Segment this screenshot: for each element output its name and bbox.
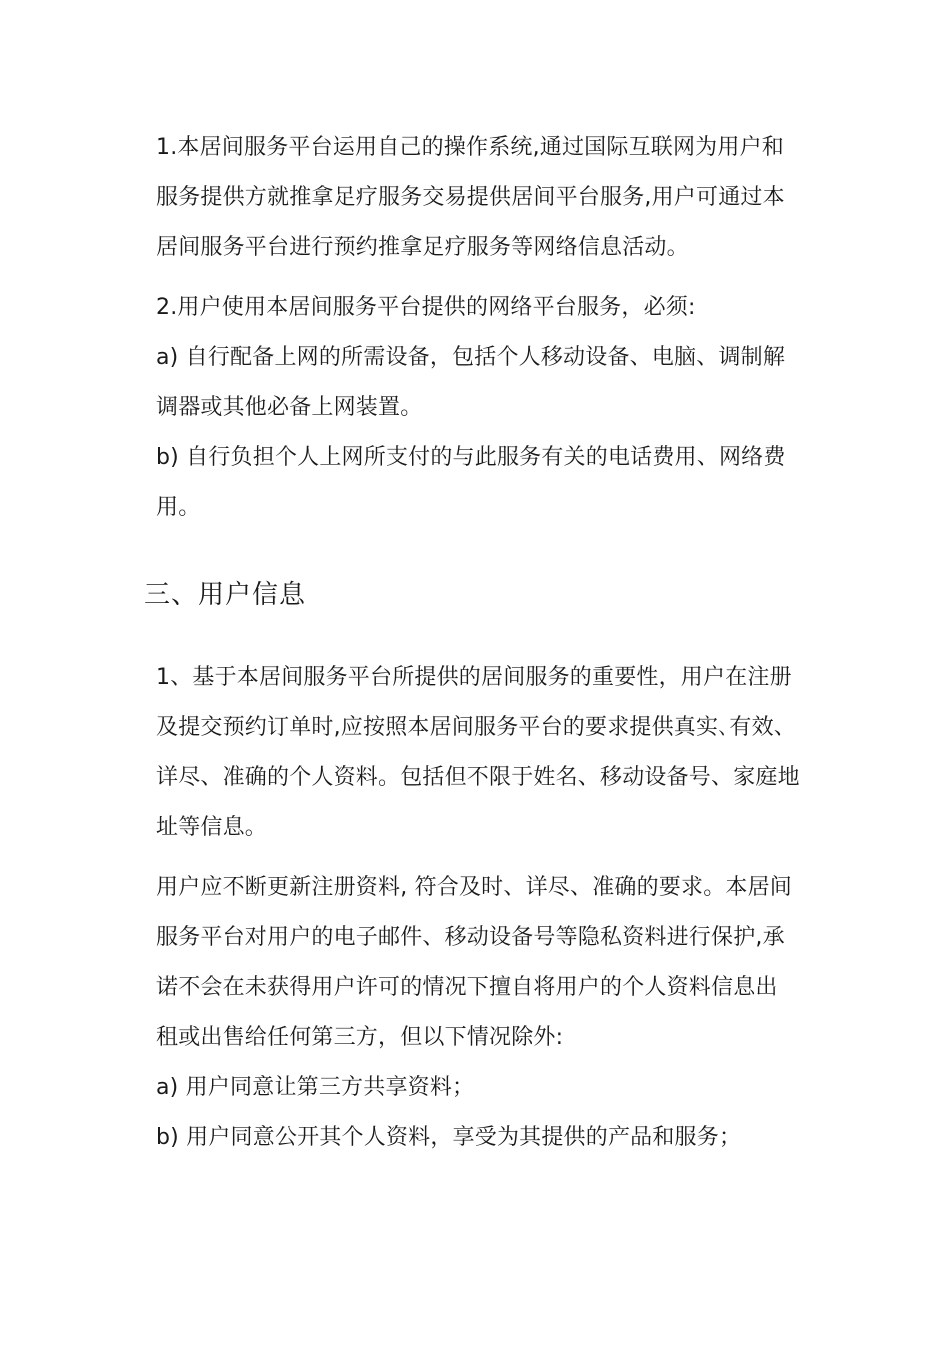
paragraph-line: 服务平台对用户的电子邮件、移动设备号等隐私资料进行保护,承 bbox=[156, 925, 785, 950]
list-item-line: a) 用户同意让第三方共享资料； bbox=[156, 1075, 475, 1100]
list-item-line: 调器或其他必备上网装置。 bbox=[156, 395, 423, 420]
list-item-line: a) 自行配备上网的所需设备，包括个人移动设备、电脑、调制解 bbox=[156, 345, 786, 370]
paragraph-line: 诺不会在未获得用户许可的情况下擅自将用户的个人资料信息出 bbox=[156, 975, 778, 1000]
paragraph-line: 2.用户使用本居间服务平台提供的网络平台服务，必须: bbox=[156, 295, 696, 320]
paragraph-line: 址等信息。 bbox=[156, 815, 268, 840]
paragraph-line: 及提交预约订单时,应按照本居间服务平台的要求提供真实､有效、 bbox=[156, 715, 796, 740]
paragraph-line: 租或出售给任何第三方，但以下情况除外: bbox=[156, 1025, 564, 1050]
list-item-line: 用。 bbox=[156, 495, 201, 520]
paragraph-line: 1、基于本居间服务平台所提供的居间服务的重要性，用户在注册 bbox=[156, 665, 792, 690]
paragraph-line: 用户应不断更新注册资料, 符合及时、详尽、准确的要求。本居间 bbox=[156, 875, 792, 900]
paragraph-line: 服务提供方就推拿足疗服务交易提供居间平台服务,用户可通过本 bbox=[156, 185, 785, 210]
paragraph-line: 1.本居间服务平台运用自己的操作系统,通过国际互联网为用户和 bbox=[156, 135, 784, 160]
list-item-line: b) 用户同意公开其个人资料，享受为其提供的产品和服务； bbox=[156, 1125, 742, 1150]
section-heading: 三、用户信息 bbox=[144, 580, 307, 610]
paragraph-line: 居间服务平台进行预约推拿足疗服务等网络信息活动。 bbox=[156, 235, 689, 260]
paragraph-line: 详尽、准确的个人资料。包括但不限于姓名、移动设备号、家庭地 bbox=[156, 765, 800, 790]
list-item-line: b) 自行负担个人上网所支付的与此服务有关的电话费用、网络费 bbox=[156, 445, 786, 470]
